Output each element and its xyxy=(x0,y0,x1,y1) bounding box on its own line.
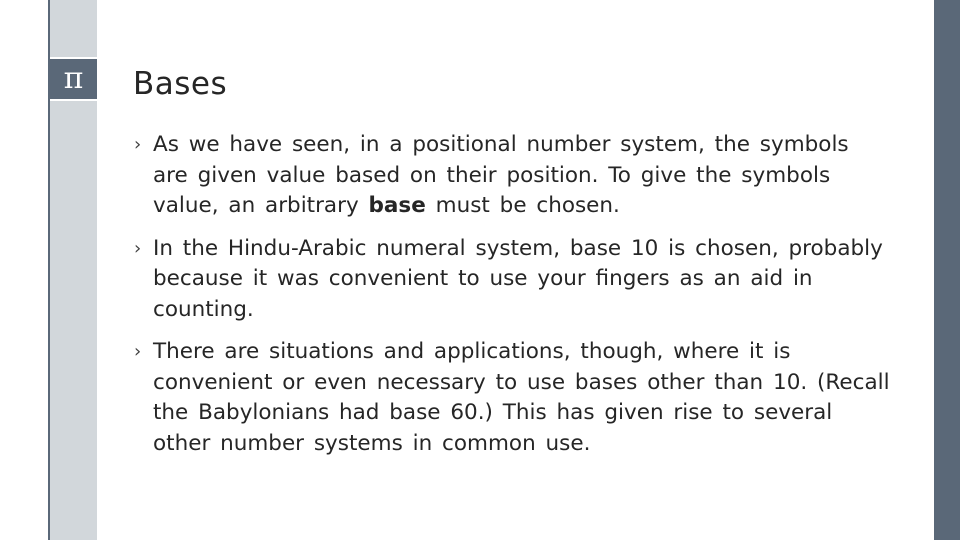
bold-term-base: base xyxy=(368,193,426,218)
bullet-text: There are situations and applications, though, where it is convenient or even necessary to use bases other than 10. (Recall the Babylonians had base 60.) This has given rise to several other number systems in common use. xyxy=(153,339,890,456)
pi-icon xyxy=(50,57,97,101)
bullet-list xyxy=(133,130,893,471)
bullet-item xyxy=(133,130,893,222)
bullet-marker-icon: › xyxy=(134,134,142,155)
slide-title: Bases xyxy=(133,66,228,102)
bullet-marker-icon: › xyxy=(134,237,142,259)
bullet-item xyxy=(133,234,893,326)
bullet-text: must be chosen. xyxy=(425,193,620,218)
bullet-text: In the Hindu-Arabic numeral system, base 10 is chosen, probably because it was convenient to use your fingers as an aid in counting. xyxy=(153,235,883,322)
bullet-text: As we have seen, in a positional number system, the symbols are given value based on their position. To give the symbols value, an arbitrary xyxy=(153,132,849,218)
right-accent-bar xyxy=(934,0,960,540)
bullet-item xyxy=(133,337,893,459)
bullet-marker-icon: › xyxy=(134,341,142,362)
pi-symbol: π xyxy=(63,61,84,96)
